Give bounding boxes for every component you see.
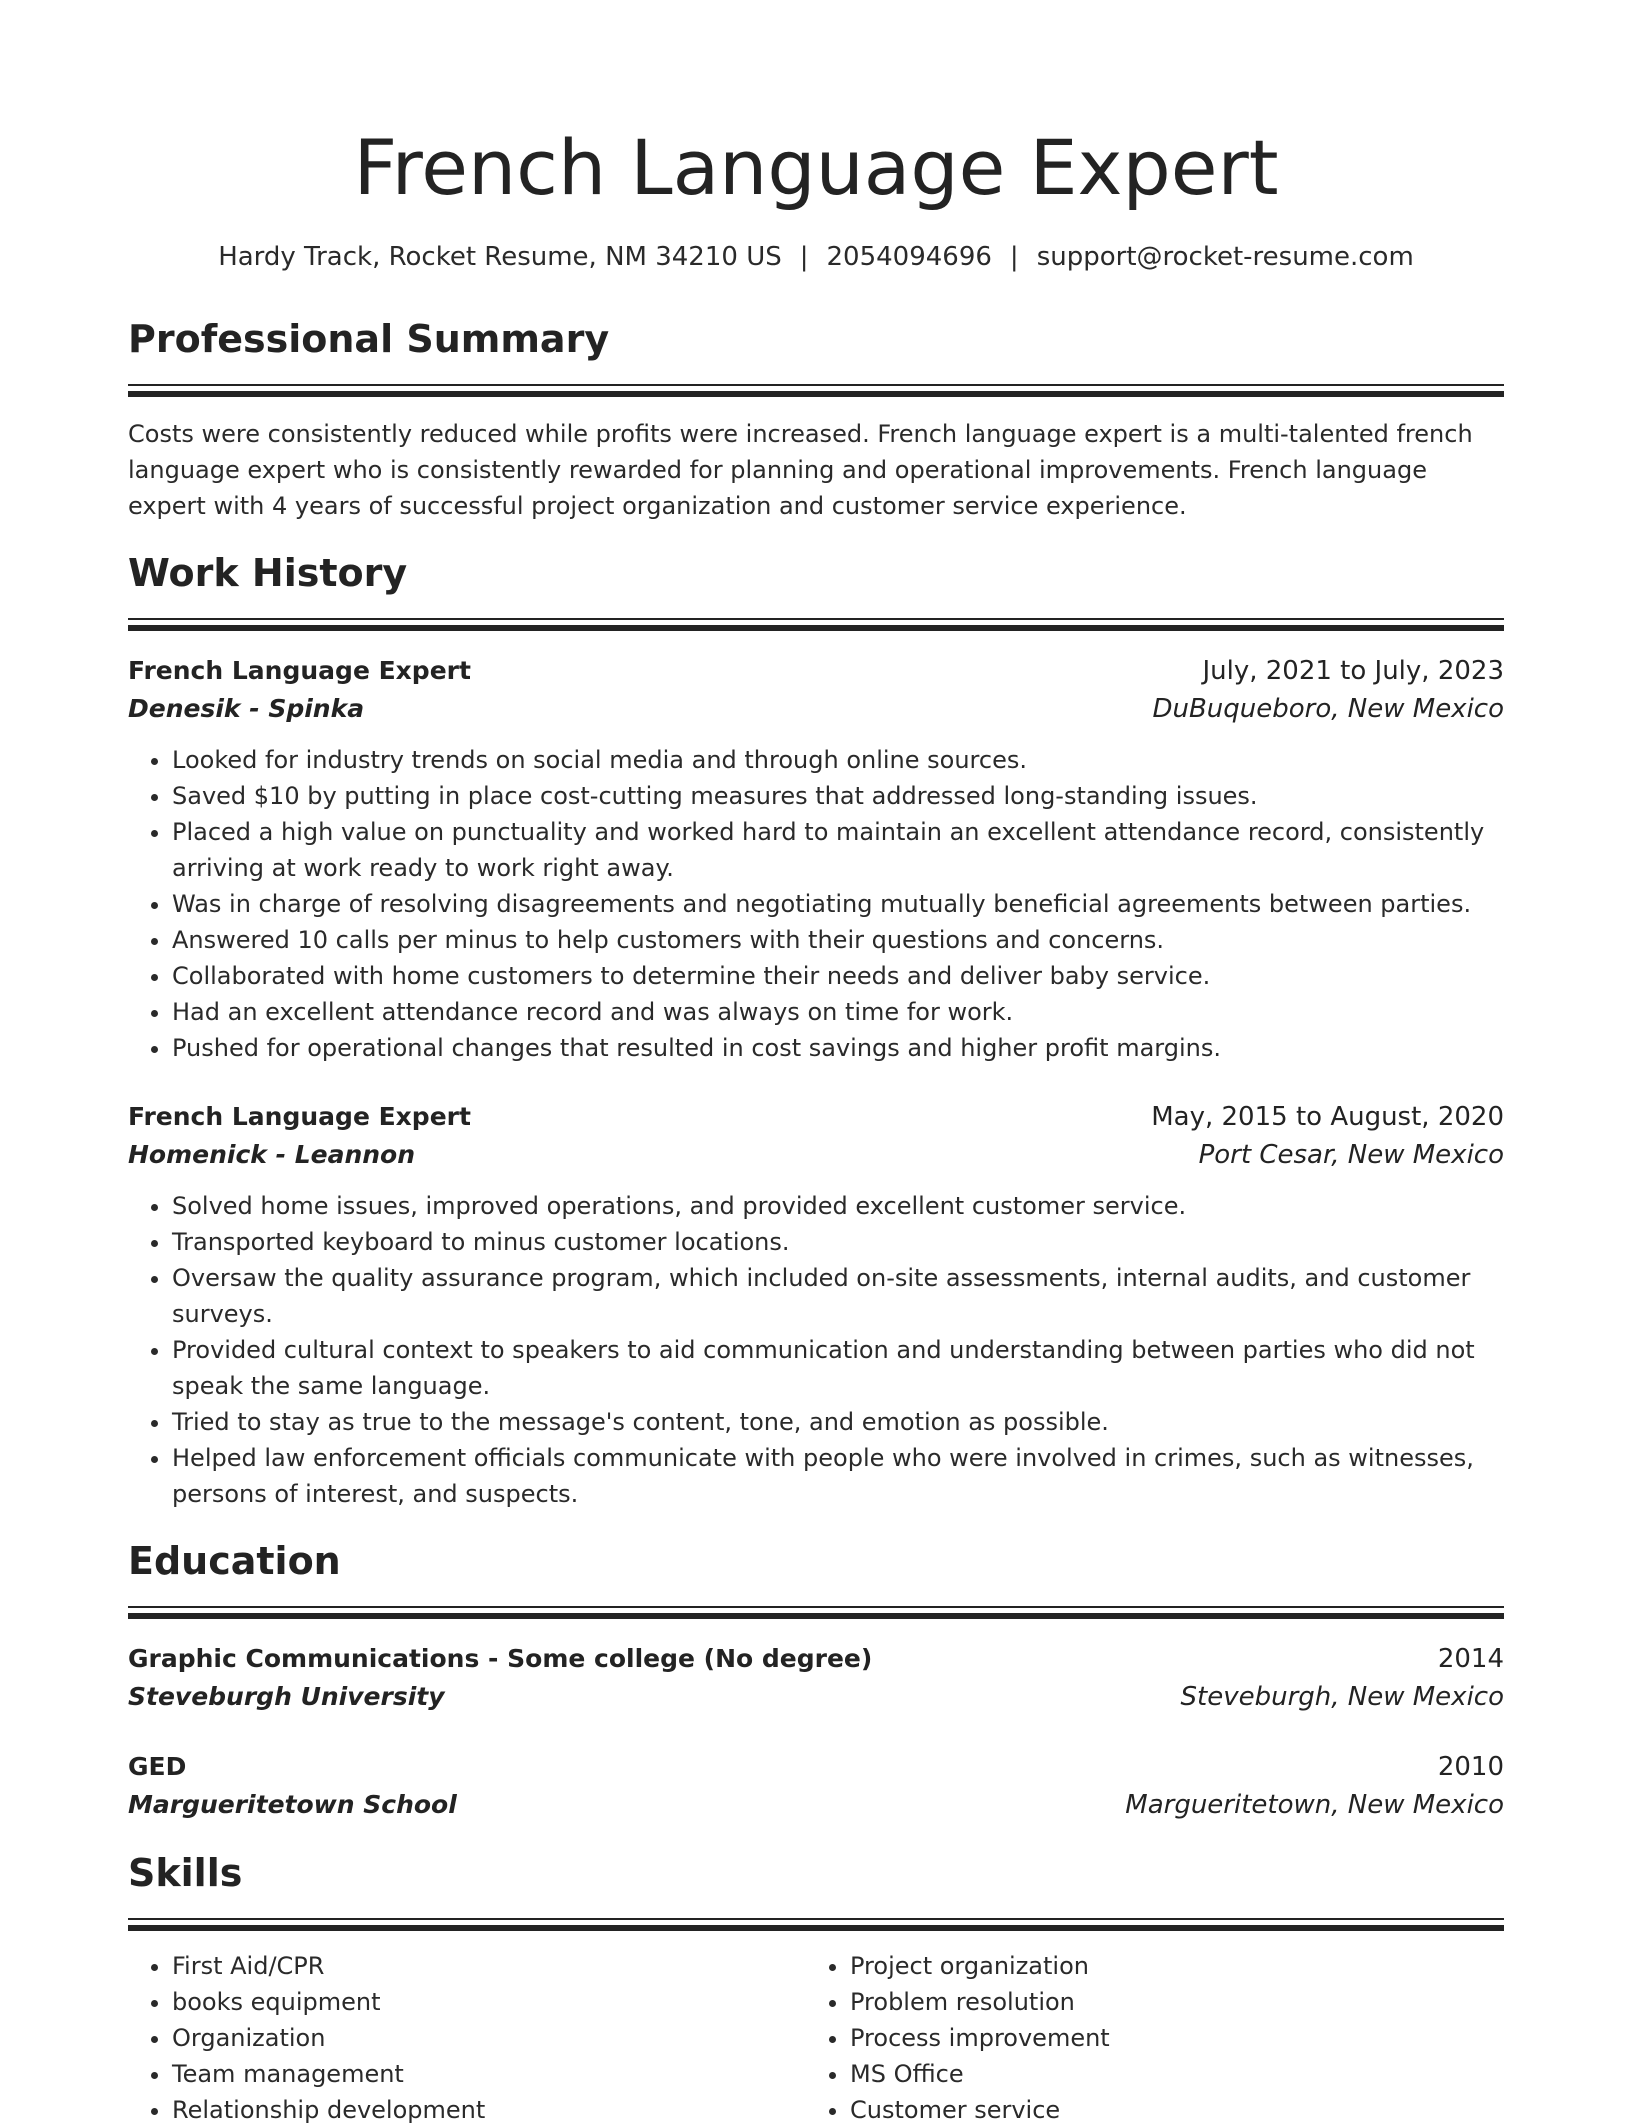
list-item: • Helped law enforcement officials communicate with people who were involved in crimes, such as witnesses, persons of interest, and suspects. xyxy=(172,1440,1504,1512)
company-name: Denesik - Spinka xyxy=(128,694,365,723)
school-name: Steveburgh University xyxy=(128,1682,445,1711)
skill-item: • Relationship development xyxy=(172,2092,806,2128)
company-name: Homenick - Leannon xyxy=(128,1140,416,1169)
list-item: • Pushed for operational changes that resulted in cost savings and higher profit margins. xyxy=(172,1030,1504,1066)
list-item: • Had an excellent attendance record and was always on time for work. xyxy=(172,994,1504,1030)
contact-email: support@rocket-resume.com xyxy=(1036,242,1414,272)
list-item: • Solved home issues, improved operations, and provided excellent customer service. xyxy=(172,1188,1504,1224)
list-item: • Placed a high value on punctuality and worked hard to maintain an excellent attendance record, consistently arriving at work ready to work right away. xyxy=(172,814,1504,886)
section-divider xyxy=(128,618,1504,632)
section-divider xyxy=(128,384,1504,398)
list-item: • Looked for industry trends on social media and through online sources. xyxy=(172,742,1504,778)
summary-text: Costs were consistently reduced while profits were increased. French language expert is a multi-talented french language expert who is consistently rewarded for planning and operational improvements. French language expert with 4 years of successful project organization and customer service experience. xyxy=(128,420,1473,520)
list-item: • Transported keyboard to minus customer locations. xyxy=(172,1224,1504,1260)
section-title-summary: Professional Summary xyxy=(128,317,610,361)
section-divider xyxy=(128,1606,1504,1620)
job-location: Port Cesar, New Mexico xyxy=(1198,1140,1504,1170)
section-title-work-history: Work History xyxy=(128,551,408,595)
work-entry-header xyxy=(128,1098,1504,1136)
resume-name: French Language Expert xyxy=(353,123,1279,212)
job-location: DuBuqueboro, New Mexico xyxy=(1152,694,1504,724)
section-title-skills: Skills xyxy=(128,1851,243,1895)
skill-item: • Team management xyxy=(172,2056,806,2092)
job-dates: May, 2015 to August, 2020 xyxy=(1151,1102,1504,1132)
education-entry-header xyxy=(128,1748,1504,1786)
skill-item: • Problem resolution xyxy=(850,1984,1484,2020)
degree-name: Graphic Communications - Some college (No degree) xyxy=(128,1644,873,1673)
skills-columns xyxy=(128,1948,1504,2128)
skill-item: • Process improvement xyxy=(850,2020,1484,2056)
skill-item: • Organization xyxy=(172,2020,806,2056)
education-entry-subheader xyxy=(128,1678,1504,1716)
education-section xyxy=(128,1536,1504,1824)
job-dates: July, 2021 to July, 2023 xyxy=(1202,656,1504,686)
contact-separator: | xyxy=(799,242,809,272)
graduation-year: 2014 xyxy=(1437,1644,1504,1674)
degree-name: GED xyxy=(128,1752,187,1781)
resume-page xyxy=(128,0,1504,2128)
graduation-year: 2010 xyxy=(1437,1752,1504,1782)
school-name: Margueritetown School xyxy=(128,1790,457,1819)
school-location: Margueritetown, New Mexico xyxy=(1125,1790,1504,1820)
education-entry xyxy=(128,1640,1504,1716)
skills-list-right xyxy=(806,1948,1484,2128)
job-bullets xyxy=(128,742,1504,1066)
list-item: • Collaborated with home customers to determine their needs and deliver baby service. xyxy=(172,958,1504,994)
school-location: Steveburgh, New Mexico xyxy=(1180,1682,1504,1712)
section-divider xyxy=(128,1918,1504,1932)
skill-item: • Project organization xyxy=(850,1948,1484,1984)
contact-line xyxy=(128,240,1504,274)
skill-item: • Customer service xyxy=(850,2092,1484,2128)
work-entry-header xyxy=(128,652,1504,690)
list-item: • Answered 10 calls per minus to help customers with their questions and concerns. xyxy=(172,922,1504,958)
job-bullets xyxy=(128,1188,1504,1512)
skill-item: • books equipment xyxy=(172,1984,806,2020)
skill-item: • MS Office xyxy=(850,2056,1484,2092)
summary-section xyxy=(128,314,1504,524)
list-item: • Saved $10 by putting in place cost-cutting measures that addressed long-standing issues. xyxy=(172,778,1504,814)
job-title: French Language Expert xyxy=(128,656,471,685)
list-item: • Provided cultural context to speakers to aid communication and understanding between parties who did not speak the same language. xyxy=(172,1332,1504,1404)
list-item: • Tried to stay as true to the message's content, tone, and emotion as possible. xyxy=(172,1404,1504,1440)
work-entry xyxy=(128,652,1504,1066)
work-entry-subheader xyxy=(128,690,1504,728)
work-entry-subheader xyxy=(128,1136,1504,1174)
education-entry-subheader xyxy=(128,1786,1504,1824)
skills-list-left xyxy=(128,1948,806,2128)
list-item: • Was in charge of resolving disagreements and negotiating mutually beneficial agreements between parties. xyxy=(172,886,1504,922)
work-entry xyxy=(128,1098,1504,1512)
contact-phone: 2054094696 xyxy=(826,242,992,272)
section-title-education: Education xyxy=(128,1539,341,1583)
contact-address: Hardy Track, Rocket Resume, NM 34210 US xyxy=(218,242,782,272)
job-title: French Language Expert xyxy=(128,1102,471,1131)
skill-item: • First Aid/CPR xyxy=(172,1948,806,1984)
list-item: • Oversaw the quality assurance program, which included on-site assessments, internal audits, and customer surveys. xyxy=(172,1260,1504,1332)
education-entry xyxy=(128,1748,1504,1824)
work-history-section xyxy=(128,548,1504,1512)
education-entry-header xyxy=(128,1640,1504,1678)
skills-section xyxy=(128,1848,1504,2128)
contact-separator: | xyxy=(1009,242,1019,272)
